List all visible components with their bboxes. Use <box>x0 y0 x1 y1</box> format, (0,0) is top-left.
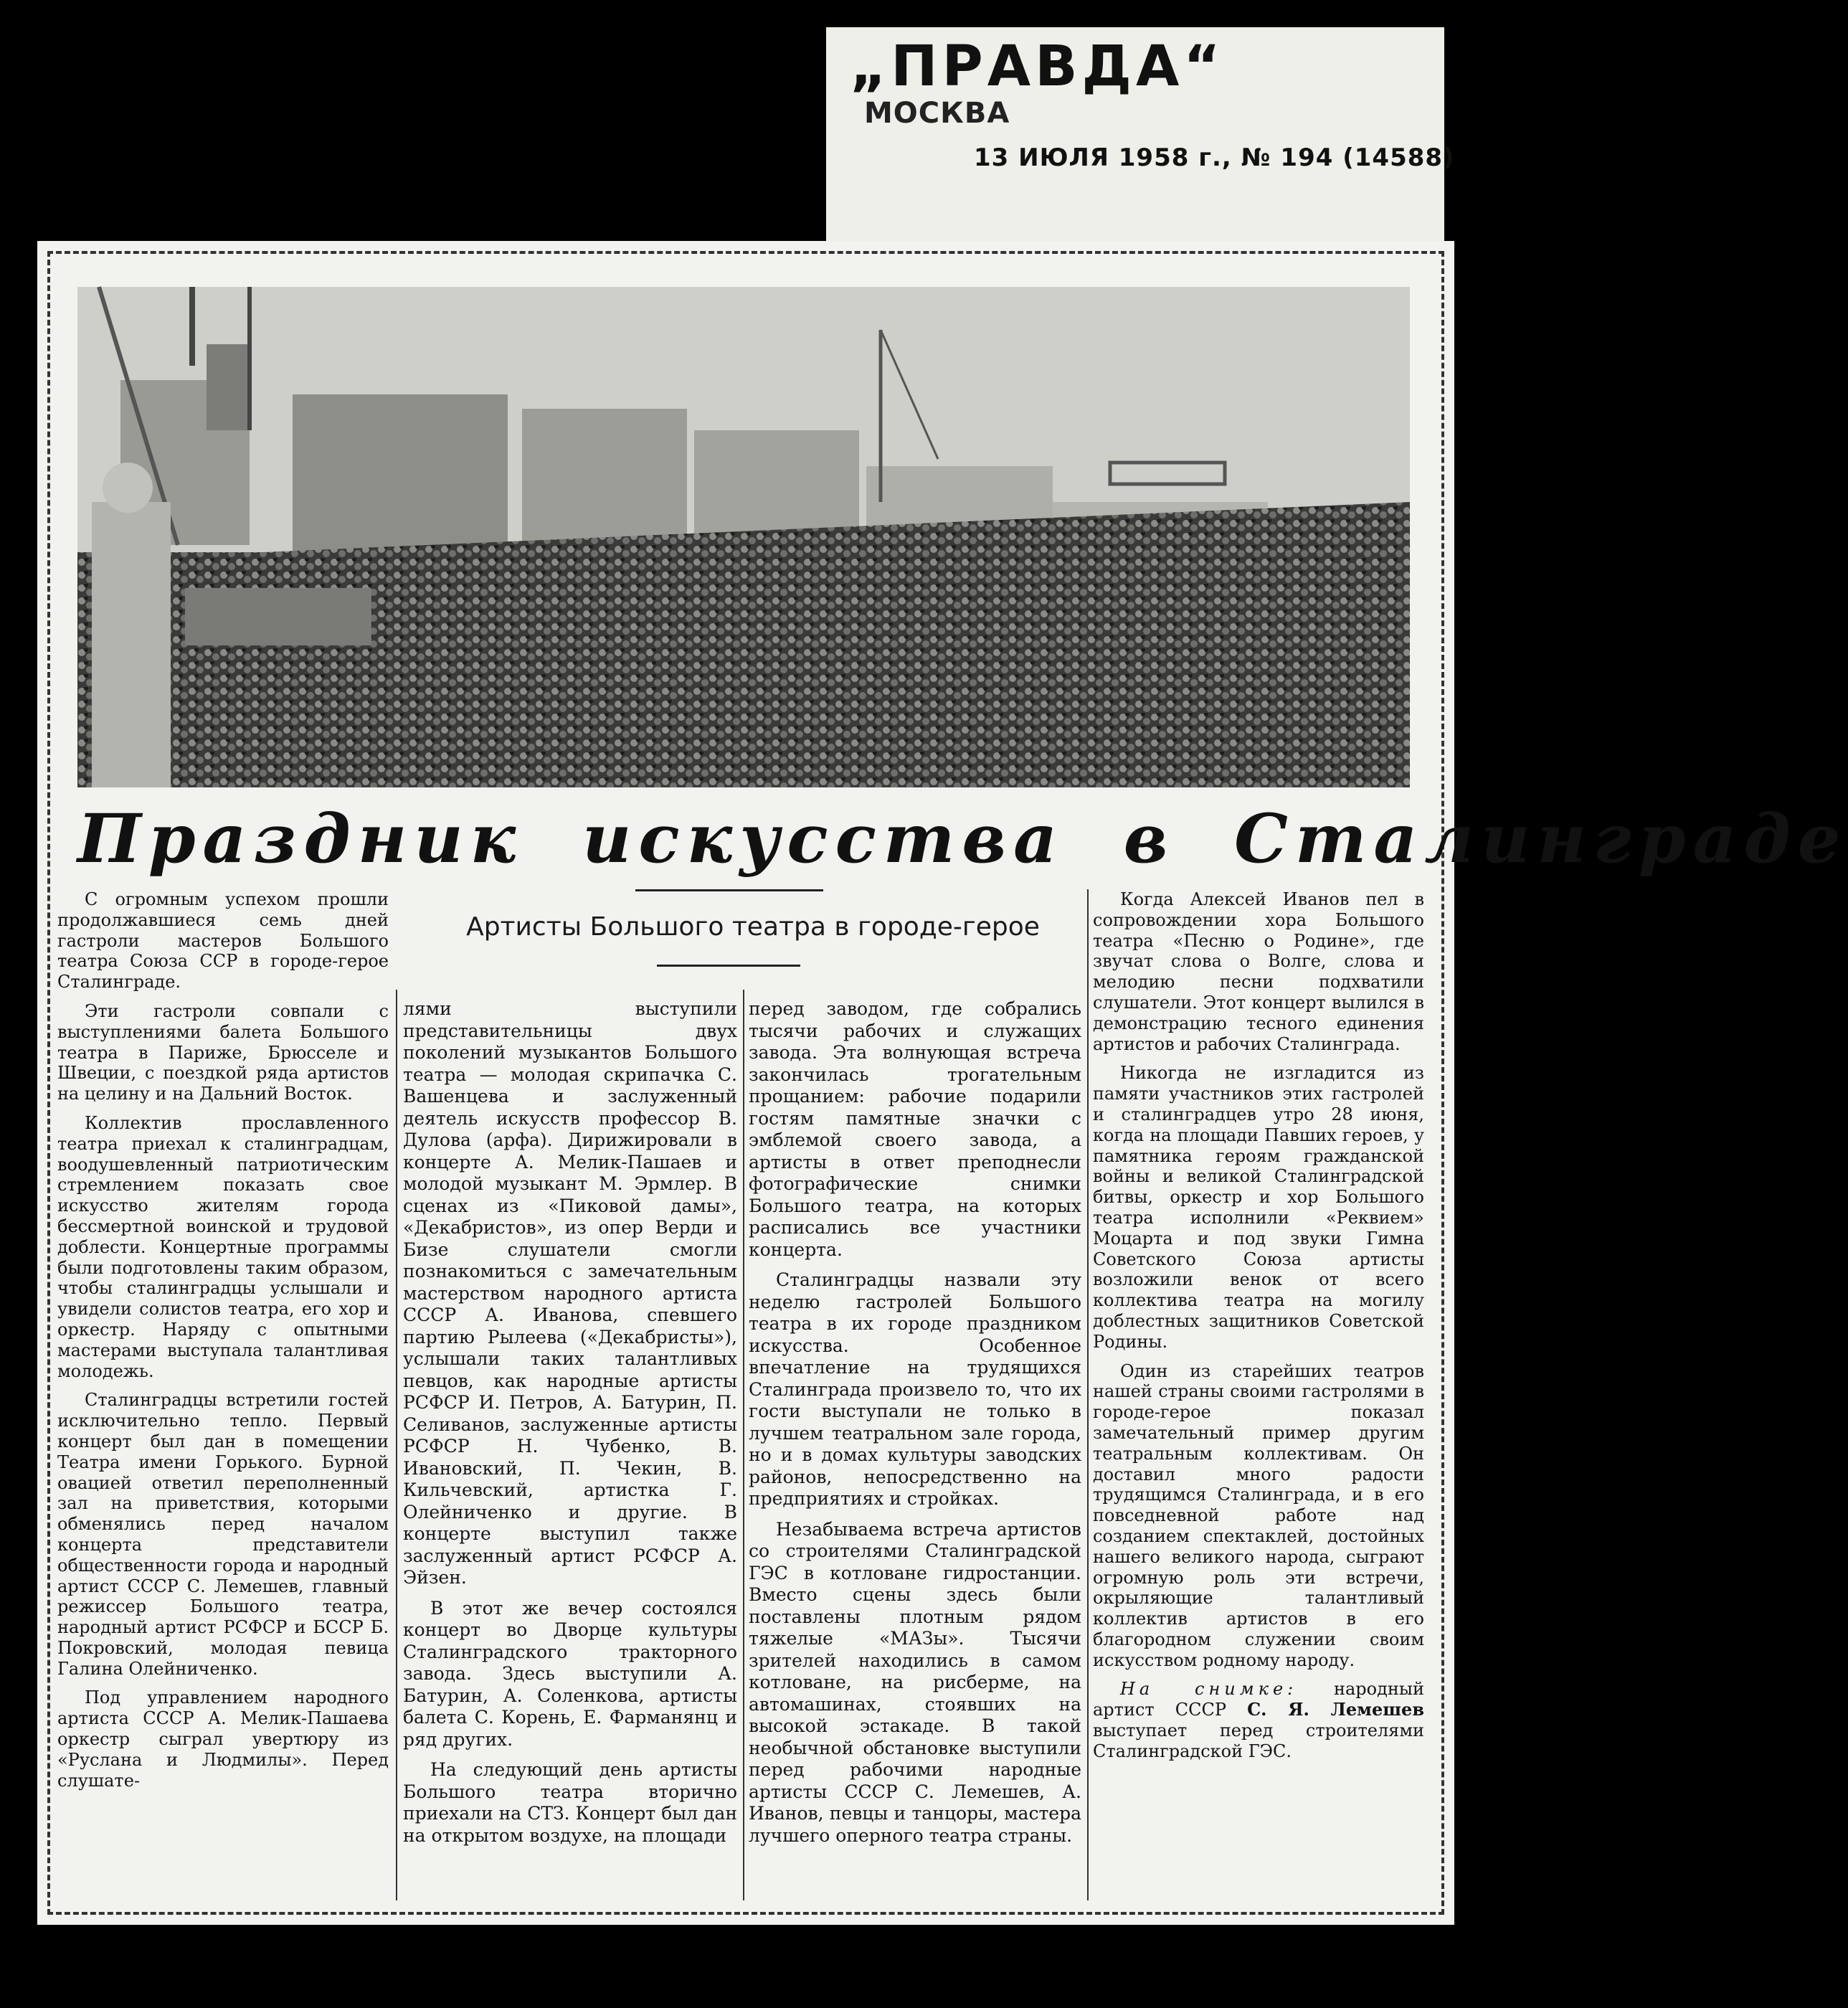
paragraph: В этот же вечер состоялся концерт во Дворце культуры Сталинградского тракторного завода. Здесь выступили А. Батурин, А. Соленкова, артисты балета С. Корень, Е. Фарманянц и ряд других. <box>403 1597 737 1750</box>
article-column-3 <box>749 998 1081 1855</box>
article-column-2 <box>403 998 737 1855</box>
article-photo <box>77 287 1410 787</box>
column-divider-1 <box>396 990 397 1900</box>
caption-label: На снимке: <box>1120 1679 1298 1700</box>
paragraph: Когда Алексей Иванов пел в сопровождении хора Большого театра «Песню о Родине», где звучат слова о Волге, слова и мелодию песни подхватили слушатели. Этот концерт вылился в демонстрацию тесного единения артистов и рабочих Сталинграда. <box>1093 889 1424 1054</box>
paragraph: На следующий день артисты Большого театра вторично приехали на СТЗ. Концерт был дан на открытом воздухе, на площади <box>403 1759 737 1846</box>
newspaper-title: „ПРАВДА“ <box>850 34 1225 99</box>
paragraph: Никогда не изгладится из памяти участников этих гастролей и сталинградцев утро 28 июня, когда на площади Павших героев, у памятника героям гражданской войны и великой Сталинградской битвы, оркестр и хор Большого театра исполнили «Реквием» Моцарта и под звуки Гимна Советского Союза артисты возложили венок от всего коллектива театра на могилу доблестных защитников Советской Родины. <box>1093 1063 1424 1352</box>
paragraph: Сталинградцы назвали эту неделю гастролей Большого театра в их городе праздником искусства. Особенное впечатление на трудящихся Сталинграда произвело то, что их гости выступали не только в лучшем театральном зале города, но и в домах культуры заводских районов, непосредственно на предприятиях и стройках. <box>749 1269 1081 1509</box>
headline-rule-top <box>635 889 823 891</box>
paragraph: Коллектив прославленного театра приехал к сталинградцам, воодушевленный патриотическим стремлением показать свое искусство жителям города бессмертной воинской и трудовой доблести. Концертные программы были подготовлены таким образом, чтобы сталинградцы услышали и увидели солистов театра, его хор и оркестр. Наряду с опытными мастерами выступала талантливая молодежь. <box>57 1112 389 1381</box>
article-column-1 <box>57 889 389 1799</box>
article-column-4 <box>1093 889 1424 1771</box>
newspaper-city: МОСКВА <box>864 97 1010 130</box>
column-divider-3 <box>1087 889 1089 1900</box>
paragraph: Один из старейших театров нашей страны своими гастролями в городе-герое показал замечательный пример другим театральным коллективам. Он доставил много радости трудящимся Сталинграда, и в его повседневной работе над созданием спектаклей, достойных нашего великого народа, сыграют огромную роль эти встречи, окрыляющие талантливый коллектив артистов в его благородном служении своим искусством родному народу. <box>1093 1360 1424 1670</box>
crowd-photo-icon <box>77 287 1410 787</box>
caption-name: С. Я. Лемешев <box>1247 1699 1424 1720</box>
paragraph: перед заводом, где собрались тысячи рабочих и служащих завода. Эта волнующая встреча закончилась трогательным прощанием: рабочие подарили гостям памятные значки с эмблемой своего завода, а артисты в ответ преподнесли фотографические снимки Большого театра, на которых расписались все участники концерта. <box>749 998 1081 1260</box>
paragraph: Незабываема встреча артистов со строителями Сталинградской ГЭС в котловане гидростанции. Вместо сцены здесь были поставлены плотным рядом тяжелые «МАЗы». Тысячи зрителей находились в самом котловане, на рисберме, на автомашинах, стоявших на высокой эстакаде. В такой необычной обстановке выступили перед рабочими народные артисты СССР С. Лемешев, А. Иванов, певцы и танцоры, мастера лучшего оперного театра страны. <box>749 1518 1081 1846</box>
article-headline: Праздник искусства в Сталинграде <box>77 800 1848 879</box>
issue-date: 13 ИЮЛЯ 1958 г., № 194 (14588) <box>974 143 1455 172</box>
paragraph: Эти гастроли совпали с выступлениями балета Большого театра в Париже, Брюсселе и Швеции, с поездкой ряда артистов на целину и на Дальний Восток. <box>57 1000 389 1104</box>
paragraph: С огромным успехом прошли продолжавшиеся семь дней гастроли мастеров Большого театра Союза ССР в городе-герое Сталинграде. <box>57 889 389 993</box>
column-divider-2 <box>743 990 744 1900</box>
paragraph: лями выступили представительницы двух поколений музыкантов Большого театра — молодая скрипачка С. Вашенцева и заслуженный деятель искусств профессор В. Дулова (арфа). Дирижировали в концерте А. Мелик-Пашаев и молодой музыкант М. Эрмлер. В сценах из «Пиковой дамы», «Декабристов», из опер Верди и Бизе слушатели смогли познакомиться с замечательным мастерством народного артиста СССР А. Иванова, спевшего партию Рылеева («Декабристы»), услышали таких талантливых певцов, как народные артисты РСФСР И. Петров, А. Батурин, П. Селиванов, заслуженные артисты РСФСР Н. Чубенко, В. Ивановский, П. Чекин, В. Кильчевский, артистка Г. Олейниченко и другие. В концерте выступил также заслуженный артист РСФСР А. Эйзен. <box>403 998 737 1588</box>
caption-text-before: народный артист СССР <box>1093 1679 1424 1720</box>
headline-rule-bottom <box>657 965 800 967</box>
caption-text-after: выступает перед строителями Сталинградской ГЭС. <box>1093 1720 1424 1761</box>
article-subhead: Артисты Большого театра в городе-герое <box>466 912 1040 942</box>
photo-caption <box>1093 1679 1424 1761</box>
paragraph: Под управлением народного артиста СССР А. Мелик-Пашаева оркестр сыграл увертюру из «Руслана и Людмилы». Перед слушате- <box>57 1687 389 1791</box>
paragraph: Сталинградцы встретили гостей исключительно тепло. Первый концерт был дан в помещении Театра имени Горького. Бурной овацией ответил переполненный зал на приветствия, которыми обменялись перед началом концерта представители общественности города и народный артист СССР С. Лемешев, главный режиссер Большого театра, народный артист РСФСР и БССР Б. Покровский, молодая певица Галина Олейниченко. <box>57 1390 389 1679</box>
